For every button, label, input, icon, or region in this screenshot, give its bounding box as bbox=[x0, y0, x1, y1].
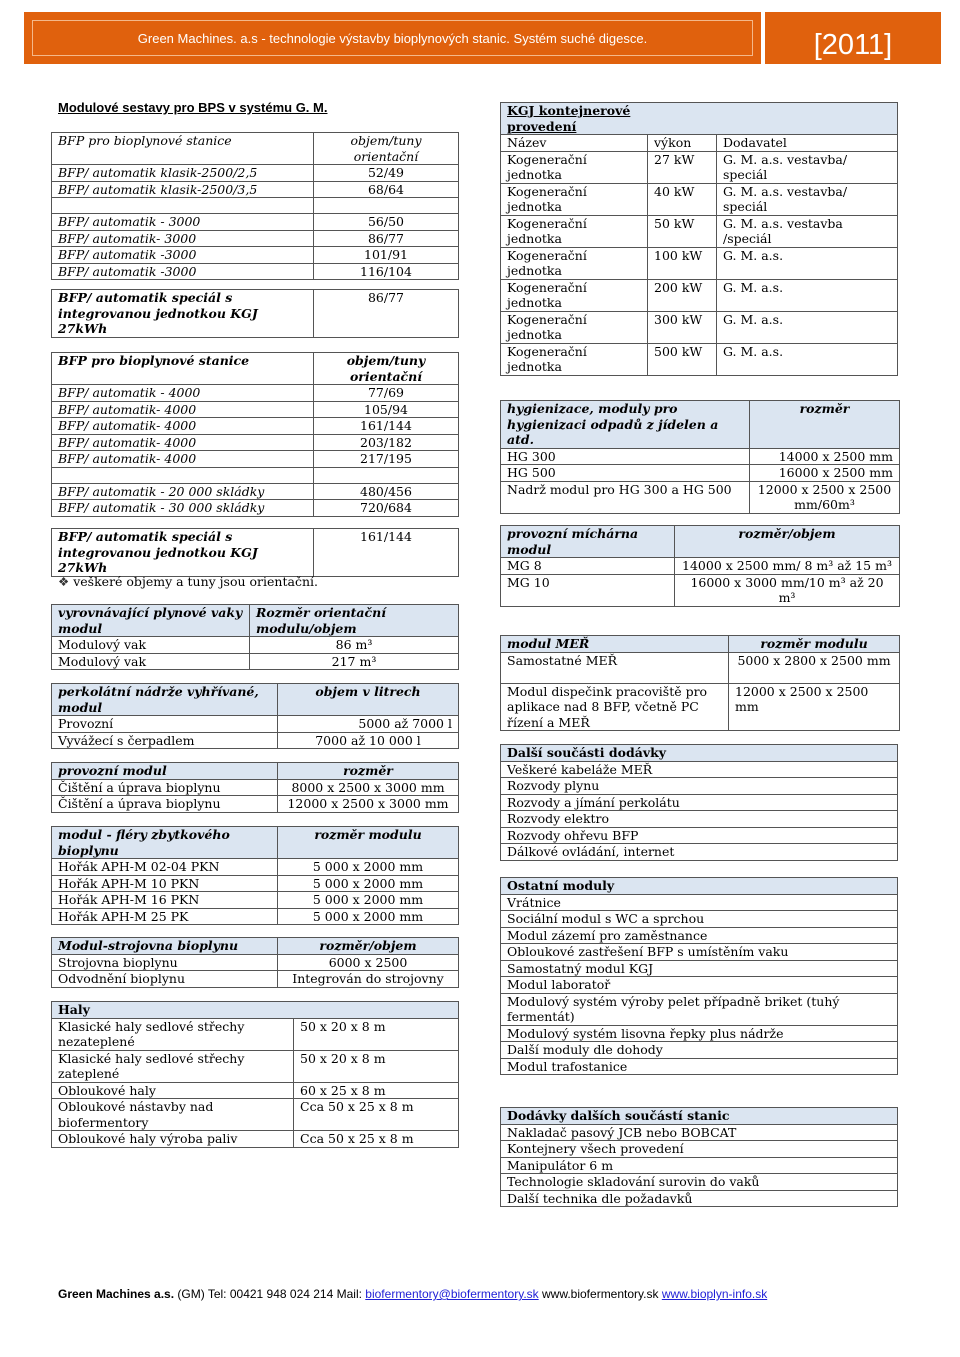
cell: Samostatný modul KGJ bbox=[501, 960, 898, 977]
hygienization-table bbox=[500, 400, 900, 514]
cell: Kogenerační jednotka bbox=[501, 247, 648, 279]
table-row bbox=[501, 1042, 898, 1059]
header-cell: rozměr modulu bbox=[729, 636, 900, 653]
cell: 161/144 bbox=[314, 529, 459, 577]
table-row bbox=[501, 1124, 898, 1141]
cell: Kogenerační jednotka bbox=[501, 183, 648, 215]
cell: 161/144 bbox=[314, 418, 459, 435]
table-row bbox=[52, 165, 459, 182]
cell: G. M. a.s. vestavba /speciál bbox=[717, 215, 898, 247]
cell: BFP/ automatik- 4000 bbox=[52, 401, 314, 418]
footer-web-link[interactable]: www.biofermentory.sk bbox=[542, 1287, 659, 1301]
cell: Další moduly dle dohody bbox=[501, 1042, 898, 1059]
cell: 100 kW bbox=[648, 247, 717, 279]
cell: Nakladač pasový JCB nebo BOBCAT bbox=[501, 1124, 898, 1141]
table-row bbox=[52, 500, 459, 517]
cell: BFP/ automatik- 4000 bbox=[52, 434, 314, 451]
table-row bbox=[52, 401, 459, 418]
cell: 14000 x 2500 mm bbox=[750, 448, 900, 465]
cell: Obloukové zastřešení BFP s umístěním vaku bbox=[501, 944, 898, 961]
table-row bbox=[501, 794, 898, 811]
table-row bbox=[501, 183, 898, 215]
table-row bbox=[52, 214, 459, 231]
table-row bbox=[52, 779, 459, 796]
table-header-row bbox=[52, 827, 459, 859]
cell: G. M. a.s. vestavba/ speciál bbox=[717, 183, 898, 215]
cell: 86/77 bbox=[314, 290, 459, 338]
table-header-row bbox=[52, 684, 459, 716]
header-year-box bbox=[761, 12, 941, 64]
table-row bbox=[501, 927, 898, 944]
cell: 50 kW bbox=[648, 215, 717, 247]
cell: 60 x 25 x 8 m bbox=[294, 1082, 459, 1099]
table-row bbox=[52, 1018, 459, 1050]
cell: 50 x 20 x 8 m bbox=[294, 1018, 459, 1050]
cell: 200 kW bbox=[648, 279, 717, 311]
header-cell: KGJ kontejnerové provedení bbox=[501, 103, 648, 135]
cell: 27 kW bbox=[648, 151, 717, 183]
cell: Rozvody elektro bbox=[501, 811, 898, 828]
mixing-module-table bbox=[500, 525, 900, 607]
cell: BFP/ automatik -3000 bbox=[52, 263, 314, 280]
cell: Veškeré kabeláže MEŘ bbox=[501, 761, 898, 778]
cell: 86/77 bbox=[314, 230, 459, 247]
cell: 480/456 bbox=[314, 483, 459, 500]
header-cell: Rozměr orientační modulu/objem bbox=[250, 605, 459, 637]
machine-room-table bbox=[51, 937, 459, 988]
cell: Čištění a úprava bioplynu bbox=[52, 796, 278, 813]
cell: 217 m³ bbox=[250, 653, 459, 670]
cell: BFP/ automatik- 3000 bbox=[52, 230, 314, 247]
cell: MG 10 bbox=[501, 574, 675, 606]
table-row bbox=[501, 574, 900, 606]
cell: Modulový vak bbox=[52, 653, 250, 670]
header-cell: Další součásti dodávky bbox=[501, 745, 898, 762]
cell: BFP/ automatik - 4000 bbox=[52, 385, 314, 402]
table-header-row bbox=[52, 353, 459, 385]
table-header-row bbox=[52, 1002, 459, 1019]
table-row bbox=[52, 875, 459, 892]
table-columns-row bbox=[501, 135, 898, 152]
header-cell: modul MEŘ bbox=[501, 636, 729, 653]
cell: 500 kW bbox=[648, 343, 717, 375]
table-row bbox=[501, 247, 898, 279]
cell: BFP/ automatik speciál s integrovanou jednotkou KGJ 27kWh bbox=[52, 529, 314, 577]
header-cell: rozměr modulu bbox=[278, 827, 459, 859]
table-row bbox=[501, 1141, 898, 1158]
cell: 86 m³ bbox=[250, 637, 459, 654]
table-header-row bbox=[501, 1108, 898, 1125]
table-header-row bbox=[501, 636, 900, 653]
header-cell: objem v litrech bbox=[278, 684, 459, 716]
header-banner bbox=[24, 12, 941, 64]
cell: 16000 x 2500 mm bbox=[750, 465, 900, 482]
cell: 12000 x 2500 x 2500 mm bbox=[729, 683, 900, 731]
table-row bbox=[501, 761, 898, 778]
cell: 16000 x 3000 mm/10 m³ až 20 m³ bbox=[675, 574, 900, 606]
cell: BFP/ automatik- 4000 bbox=[52, 418, 314, 435]
header-cell: vyrovnávající plynové vaky modul bbox=[52, 605, 250, 637]
cell: Cca 50 x 25 x 8 m bbox=[294, 1131, 459, 1148]
cell: Dálkové ovládání, internet bbox=[501, 844, 898, 861]
cell: Odvodnění bioplynu bbox=[52, 971, 278, 988]
table-row bbox=[52, 418, 459, 435]
cell: Strojovna bioplynu bbox=[52, 954, 278, 971]
table-row bbox=[501, 894, 898, 911]
cell: BFP/ automatik speciál s integrovanou jednotkou KGJ 27kWh bbox=[52, 290, 314, 338]
cell: 217/195 bbox=[314, 451, 459, 468]
cell: Klasické haly sedlové střechy nezateplené bbox=[52, 1018, 294, 1050]
table-row bbox=[52, 247, 459, 264]
cell: Kogenerační jednotka bbox=[501, 215, 648, 247]
cell: 5 000 x 2000 mm bbox=[278, 892, 459, 909]
cell: Modulový systém lisovna řepky plus nádrže bbox=[501, 1025, 898, 1042]
table-header-row bbox=[501, 526, 900, 558]
header-title: Green Machines. a.s - technologie výstavby bioplynových stanic. Systém suché digesce. bbox=[32, 20, 753, 56]
header-year: [2011] bbox=[813, 29, 893, 61]
cell: Kogenerační jednotka bbox=[501, 311, 648, 343]
cell: G. M. a.s. bbox=[717, 311, 898, 343]
table-header-row bbox=[52, 938, 459, 955]
cell: Kogenerační jednotka bbox=[501, 279, 648, 311]
header-cell: provozní modul bbox=[52, 763, 278, 780]
cell: 720/684 bbox=[314, 500, 459, 517]
bfp-special-table bbox=[51, 289, 459, 338]
cell: 50 x 20 x 8 m bbox=[294, 1050, 459, 1082]
table-row bbox=[52, 908, 459, 925]
cell: 6000 x 2500 bbox=[278, 954, 459, 971]
cell: 77/69 bbox=[314, 385, 459, 402]
table-row bbox=[501, 993, 898, 1025]
header-cell: BFP pro bioplynové stanice bbox=[52, 133, 314, 165]
cell: HG 300 bbox=[501, 448, 750, 465]
table-header-row bbox=[501, 401, 900, 449]
table-row bbox=[501, 279, 898, 311]
table-row bbox=[52, 1082, 459, 1099]
cell: 5000 x 2800 x 2500 mm bbox=[729, 652, 900, 683]
cell: Rozvody a jímání perkolátu bbox=[501, 794, 898, 811]
cell: Cca 50 x 25 x 8 m bbox=[294, 1099, 459, 1131]
table-row bbox=[501, 1190, 898, 1207]
cell: Klasické haly sedlové střechy zateplené bbox=[52, 1050, 294, 1082]
cell: 5 000 x 2000 mm bbox=[278, 875, 459, 892]
table-row bbox=[52, 892, 459, 909]
cell: Modul trafostanice bbox=[501, 1058, 898, 1075]
footer-company: Green Machines a.s. bbox=[58, 1287, 175, 1301]
percolate-tank-table bbox=[51, 683, 459, 749]
footer-mail-link[interactable]: biofermentory@biofermentory.sk bbox=[365, 1287, 539, 1301]
diamond-bullet-icon: ❖ bbox=[58, 574, 70, 589]
cell: 5 000 x 2000 mm bbox=[278, 908, 459, 925]
cell: 101/91 bbox=[314, 247, 459, 264]
cell: Modul laboratoř bbox=[501, 977, 898, 994]
cell: Čištění a úprava bioplynu bbox=[52, 779, 278, 796]
footer bbox=[58, 1287, 767, 1301]
table-row bbox=[52, 529, 459, 577]
column-header: výkon bbox=[648, 135, 717, 152]
table-row bbox=[52, 732, 459, 749]
cell: 40 kW bbox=[648, 183, 717, 215]
table-row bbox=[501, 778, 898, 795]
header-cell: Modul-strojovna bioplynu bbox=[52, 938, 278, 955]
table-row bbox=[52, 483, 459, 500]
cell bbox=[52, 467, 314, 483]
header-cell: modul - fléry zbytkového bioplynu bbox=[52, 827, 278, 859]
table-row bbox=[501, 844, 898, 861]
header-cell bbox=[648, 103, 717, 135]
cell: Hořák APH-M 02-04 PKN bbox=[52, 859, 278, 876]
table-row bbox=[52, 716, 459, 733]
table-row bbox=[501, 481, 900, 513]
cell: BFP/ automatik -3000 bbox=[52, 247, 314, 264]
table-row bbox=[52, 1099, 459, 1131]
table-row bbox=[52, 181, 459, 198]
cell bbox=[314, 467, 459, 483]
cell: Kogenerační jednotka bbox=[501, 343, 648, 375]
table-row bbox=[501, 652, 900, 683]
cell: 12000 x 2500 x 3000 mm bbox=[278, 796, 459, 813]
cell: BFP/ automatik klasik-2500/3,5 bbox=[52, 181, 314, 198]
table-row bbox=[501, 151, 898, 183]
header-cell: Ostatní moduly bbox=[501, 878, 898, 895]
cell: Kontejnery všech provedení bbox=[501, 1141, 898, 1158]
column-header: Dodavatel bbox=[717, 135, 898, 152]
table-row bbox=[52, 653, 459, 670]
table-row bbox=[52, 637, 459, 654]
header-cell bbox=[717, 103, 898, 135]
gas-bag-table bbox=[51, 604, 459, 670]
cell: Hořák APH-M 25 PK bbox=[52, 908, 278, 925]
cell: Technologie skladování surovin do vaků bbox=[501, 1174, 898, 1191]
table-header-row bbox=[52, 133, 459, 165]
header-cell: perkolátní nádrže vyhřívané, modul bbox=[52, 684, 278, 716]
cell: BFP/ automatik- 4000 bbox=[52, 451, 314, 468]
cell: 105/94 bbox=[314, 401, 459, 418]
cell: G. M. a.s. vestavba/ speciál bbox=[717, 151, 898, 183]
table-header-row bbox=[52, 763, 459, 780]
cell: BFP/ automatik - 3000 bbox=[52, 214, 314, 231]
table-row bbox=[501, 1157, 898, 1174]
table-row bbox=[52, 434, 459, 451]
table-row bbox=[52, 1050, 459, 1082]
cell: G. M. a.s. bbox=[717, 247, 898, 279]
cell: Vrátnice bbox=[501, 894, 898, 911]
cell: G. M. a.s. bbox=[717, 279, 898, 311]
cell: 5000 až 7000 l bbox=[278, 716, 459, 733]
table-row bbox=[501, 960, 898, 977]
table-row bbox=[501, 911, 898, 928]
cell: 116/104 bbox=[314, 263, 459, 280]
bfp-special-4000-table bbox=[51, 528, 459, 577]
cell: Rozvody ohřevu BFP bbox=[501, 827, 898, 844]
table-row bbox=[501, 1025, 898, 1042]
cell: Rozvody plynu bbox=[501, 778, 898, 795]
cell: Modul zázemí pro zaměstnance bbox=[501, 927, 898, 944]
table-header-row bbox=[501, 878, 898, 895]
header-cell: rozměr bbox=[750, 401, 900, 449]
cell: 56/50 bbox=[314, 214, 459, 231]
cell: Vyvážecí s čerpadlem bbox=[52, 732, 278, 749]
table-row bbox=[52, 971, 459, 988]
table-row bbox=[52, 230, 459, 247]
other-parts-table bbox=[500, 744, 898, 861]
header-cell: Dodávky dalších součástí stanic bbox=[501, 1108, 898, 1125]
table-header-row bbox=[501, 745, 898, 762]
cell: 52/49 bbox=[314, 165, 459, 182]
table-row bbox=[501, 683, 900, 731]
cell: Další technika dle požadavků bbox=[501, 1190, 898, 1207]
note-text: veškeré objemy a tuny jsou orientační. bbox=[73, 574, 318, 589]
table-row bbox=[501, 827, 898, 844]
table-row bbox=[501, 311, 898, 343]
operating-module-table bbox=[51, 762, 459, 813]
table-row bbox=[52, 385, 459, 402]
cell: Obloukové haly bbox=[52, 1082, 294, 1099]
table-row bbox=[52, 263, 459, 280]
header-title-box bbox=[24, 12, 761, 64]
footer-web2-link[interactable]: www.bioplyn-info.sk bbox=[661, 1287, 768, 1301]
cell: Provozní bbox=[52, 716, 278, 733]
table-row bbox=[501, 1058, 898, 1075]
cell: 300 kW bbox=[648, 311, 717, 343]
header-cell: provozní míchárna modul bbox=[501, 526, 675, 558]
cell: Integrován do strojovny bbox=[278, 971, 459, 988]
table-row bbox=[52, 467, 459, 483]
cell bbox=[52, 198, 314, 214]
kgj-table bbox=[500, 102, 898, 376]
table-row bbox=[52, 1131, 459, 1148]
note bbox=[58, 574, 318, 589]
table-row bbox=[52, 796, 459, 813]
header-cell: objem/tuny orientační bbox=[314, 353, 459, 385]
document-title: Modulové sestavy pro BPS v systému G. M. bbox=[58, 100, 328, 115]
cell: 14000 x 2500 mm/ 8 m³ až 15 m³ bbox=[675, 558, 900, 575]
footer-contact: (GM) Tel: 00421 948 024 214 Mail: bbox=[174, 1287, 366, 1301]
table-row bbox=[52, 198, 459, 214]
table-header-row bbox=[501, 103, 898, 135]
bfp-3000-table bbox=[51, 132, 459, 280]
cell: Nadrž modul pro HG 300 a HG 500 bbox=[501, 481, 750, 513]
cell: BFP/ automatik - 20 000 skládky bbox=[52, 483, 314, 500]
table-row bbox=[501, 811, 898, 828]
cell: Obloukové haly výroba paliv bbox=[52, 1131, 294, 1148]
table-row bbox=[501, 944, 898, 961]
table-row bbox=[52, 451, 459, 468]
header-cell: rozměr/objem bbox=[278, 938, 459, 955]
mer-module-table bbox=[500, 635, 900, 731]
cell bbox=[314, 198, 459, 214]
header-cell: Haly bbox=[52, 1002, 459, 1019]
header-cell: rozměr bbox=[278, 763, 459, 780]
table-row bbox=[501, 343, 898, 375]
table-row bbox=[501, 215, 898, 247]
cell: Modulový systém výroby pelet případně briket (tuhý fermentát) bbox=[501, 993, 898, 1025]
cell: 8000 x 2500 x 3000 mm bbox=[278, 779, 459, 796]
cell: Obloukové nástavby nad biofermentory bbox=[52, 1099, 294, 1131]
header-cell: hygienizace, moduly pro hygienizaci odpadů z jídelen a atd. bbox=[501, 401, 750, 449]
table-row bbox=[501, 1174, 898, 1191]
table-row bbox=[52, 954, 459, 971]
cell: Sociální modul s WC a sprchou bbox=[501, 911, 898, 928]
cell: 68/64 bbox=[314, 181, 459, 198]
other-modules-table bbox=[500, 877, 898, 1075]
bfp-4000-table bbox=[51, 352, 459, 517]
table-row bbox=[501, 977, 898, 994]
cell: Modulový vak bbox=[52, 637, 250, 654]
flare-module-table bbox=[51, 826, 459, 925]
header-cell: objem/tuny orientační bbox=[314, 133, 459, 165]
cell: HG 500 bbox=[501, 465, 750, 482]
cell: 12000 x 2500 x 2500 mm/60m³ bbox=[750, 481, 900, 513]
cell: Modul dispečink pracoviště pro aplikace nad 8 BFP, včetně PC řízení a MEŘ bbox=[501, 683, 729, 731]
table-header-row bbox=[52, 605, 459, 637]
cell: Hořák APH-M 10 PKN bbox=[52, 875, 278, 892]
cell: BFP/ automatik - 30 000 skládky bbox=[52, 500, 314, 517]
table-row bbox=[52, 290, 459, 338]
table-row bbox=[501, 558, 900, 575]
cell: BFP/ automatik klasik-2500/2,5 bbox=[52, 165, 314, 182]
table-row bbox=[501, 448, 900, 465]
halls-table bbox=[51, 1001, 459, 1148]
cell: 7000 až 10 000 l bbox=[278, 732, 459, 749]
cell: 203/182 bbox=[314, 434, 459, 451]
cell: G. M. a.s. bbox=[717, 343, 898, 375]
cell: 5 000 x 2000 mm bbox=[278, 859, 459, 876]
cell: Hořák APH-M 16 PKN bbox=[52, 892, 278, 909]
table-row bbox=[52, 859, 459, 876]
cell: Kogenerační jednotka bbox=[501, 151, 648, 183]
header-cell: rozměr/objem bbox=[675, 526, 900, 558]
header-cell: BFP pro bioplynové stanice bbox=[52, 353, 314, 385]
cell: MG 8 bbox=[501, 558, 675, 575]
cell: Samostatné MEŘ bbox=[501, 652, 729, 683]
table-row bbox=[501, 465, 900, 482]
column-header: Název bbox=[501, 135, 648, 152]
cell: Manipulátor 6 m bbox=[501, 1157, 898, 1174]
station-deliveries-table bbox=[500, 1107, 898, 1207]
